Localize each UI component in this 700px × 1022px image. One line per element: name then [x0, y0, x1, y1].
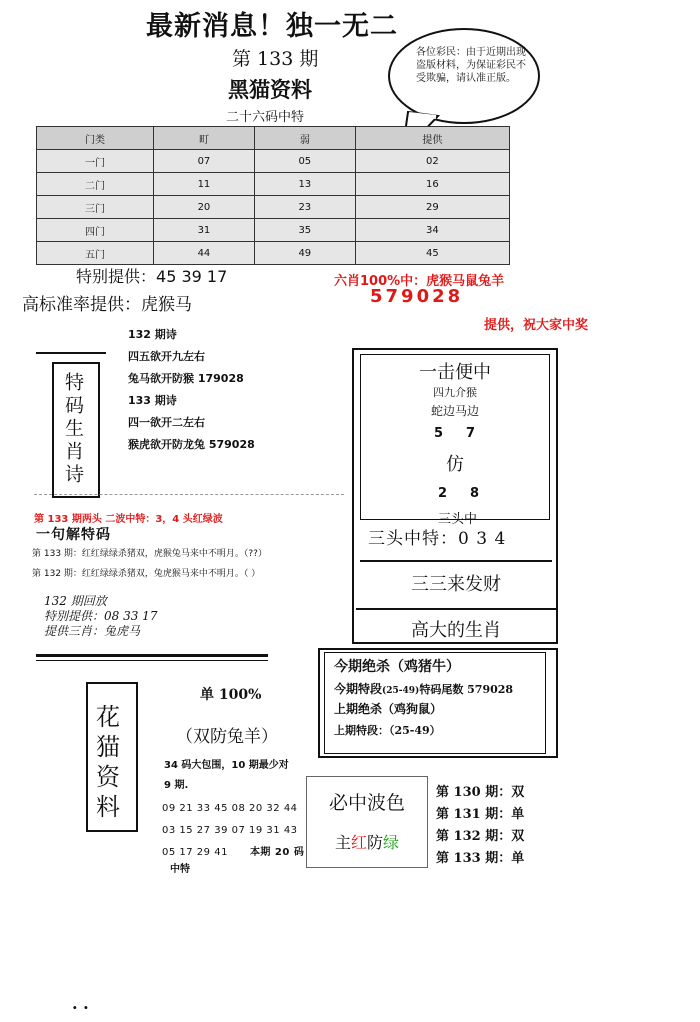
six-zodiac-numbers: 579028 [370, 286, 464, 307]
table-cell: 一门 [37, 150, 154, 173]
two-wave-line: 第 133 期：红红绿绿杀猪双，虎猴兔马来中不明月。（??） [32, 549, 267, 559]
huamao-single: 单 100% [200, 687, 262, 703]
table-row [37, 173, 510, 196]
accuracy-label: 高标准率提供： [22, 295, 141, 315]
accuracy-offer [22, 290, 192, 315]
wave-title: 必中波色 [328, 792, 405, 814]
special-offer [76, 264, 227, 287]
table-cell: 31 [154, 219, 255, 242]
kill-line: 今期特段(25-49)特码尾数 579028 [334, 682, 514, 696]
hit-divider [360, 560, 552, 562]
review-block [44, 594, 157, 639]
headline: 最新消息！独一无二 [146, 11, 398, 42]
table-cell: 44 [154, 242, 255, 265]
table-cell: 13 [254, 173, 355, 196]
table-cell: 四门 [37, 219, 154, 242]
table-cell: 34 [355, 219, 509, 242]
kill-line: 上期绝杀（鸡狗鼠） [334, 702, 443, 716]
poem-line: 132 期诗 [128, 328, 177, 341]
six-zodiac-wish: 提供，祝大家中奖 [484, 318, 589, 333]
table-cell: 20 [154, 196, 255, 219]
table-cell: 二门 [37, 173, 154, 196]
huamao-tail: 中特 [170, 864, 190, 875]
hit-number: 5 [434, 426, 444, 441]
notice-text: 各位彩民：由于近期出现盗版材料，为保证彩民不受欺骗，请认准正版。 [416, 47, 526, 84]
slogan: 三三来发财 [411, 574, 501, 595]
hit-number: 8 [470, 486, 480, 501]
table-cell: 29 [355, 196, 509, 219]
review-three: 提供三肖：兔虎马 [44, 624, 141, 638]
review-title: 132 期回放 [44, 594, 107, 608]
table-cell: 45 [355, 242, 509, 265]
two-wave-line: 第 132 期：红红绿绿杀猪双，兔虎猴马来中不明月。（ ） [32, 569, 261, 579]
three-head: 三头中特：0 3 4 [368, 529, 507, 549]
table-header-row [37, 127, 510, 150]
hit-divider [356, 608, 556, 610]
huamao-vertical-title: 花猫资料 [96, 703, 120, 821]
footer-dots: . . [72, 994, 89, 1013]
number-row: 03 15 27 39 07 19 31 43 [162, 825, 298, 836]
special-numbers: 45 39 17 [156, 267, 228, 286]
gaoda-text: 高大的生肖 [411, 620, 501, 641]
col-header: 门类 [37, 127, 154, 150]
table-row [37, 242, 510, 265]
table-cell: 三门 [37, 196, 154, 219]
table-cell: 35 [254, 219, 355, 242]
poem-line: 兔马欲开防猴 179028 [128, 372, 244, 385]
poem-line: 133 期诗 [128, 394, 177, 407]
issue-number: 第 133 期 [232, 48, 319, 70]
kill-line: 上期特段：（25-49） [334, 724, 441, 737]
hit-number: 7 [466, 426, 476, 441]
hit-sub: 四九介猴 [433, 386, 477, 399]
huamao-desc: 34 码大包围，10 期最少对 [164, 760, 289, 771]
hit-number: 2 [438, 486, 448, 501]
col-header: 提供 [355, 127, 509, 150]
huamao-desc: 9 期. [164, 780, 189, 791]
col-header: 町 [154, 127, 255, 150]
table-cell: 16 [355, 173, 509, 196]
poem-line: 四五欲开九左右 [128, 350, 205, 363]
two-wave-line: 第 133 期两头 二波中特：3，4 头红绿波 [34, 514, 223, 525]
table-cell: 23 [254, 196, 355, 219]
huamao-defend: （双防兔羊） [176, 727, 278, 747]
table-row [37, 196, 510, 219]
table-cell: 05 [254, 150, 355, 173]
poem-lines [128, 324, 255, 456]
three-head-top: 三头中 [438, 512, 478, 527]
table-cell: 11 [154, 173, 255, 196]
page-subtitle: 二十六码中特 [226, 110, 305, 125]
table-row [37, 219, 510, 242]
section-divider [34, 494, 344, 495]
wave-color-line: 主红防绿 [334, 833, 400, 852]
poem-divider [36, 352, 106, 354]
six-zodiac-line: 六肖100%中：虎猴马鼠兔羊 [334, 274, 505, 289]
table-cell: 07 [154, 150, 255, 173]
number-row: 09 21 33 45 08 20 32 44 [162, 803, 298, 814]
huamao-numbers [162, 798, 304, 864]
poem-vertical-title: 特码生肖诗 [62, 372, 84, 487]
kill-line: 今期绝杀（鸡猪牛） [334, 659, 460, 675]
accuracy-value: 虎猴马 [141, 295, 192, 315]
hit-title: 一击便中 [419, 362, 491, 383]
col-header: 弱 [254, 127, 355, 150]
double-divider [36, 660, 268, 661]
table-row [37, 150, 510, 173]
two-wave-title: 一句解特码 [36, 527, 111, 543]
table-cell: 五门 [37, 242, 154, 265]
special-label: 特别提供： [76, 267, 157, 286]
table-cell: 49 [254, 242, 355, 265]
history-list [436, 782, 524, 870]
zodiac-table [36, 126, 510, 265]
number-row: 05 17 29 41 本期 20 码 [162, 847, 305, 858]
page-title: 黑猫资料 [228, 77, 312, 102]
hit-mid: 仿 [446, 454, 464, 475]
hit-line1: 蛇边马边 [430, 404, 479, 418]
poem-line: 猴虎欲开防龙兔 579028 [128, 438, 255, 451]
double-divider [36, 654, 268, 657]
history-item: 第 132 期：双 [436, 829, 525, 844]
review-special: 特别提供：08 33 17 [44, 609, 158, 623]
history-item: 第 133 期：单 [436, 851, 525, 866]
table-cell: 02 [355, 150, 509, 173]
history-item: 第 131 期：单 [436, 807, 525, 822]
poem-line: 四一欲开二左右 [128, 416, 205, 429]
history-item: 第 130 期：双 [436, 785, 525, 800]
